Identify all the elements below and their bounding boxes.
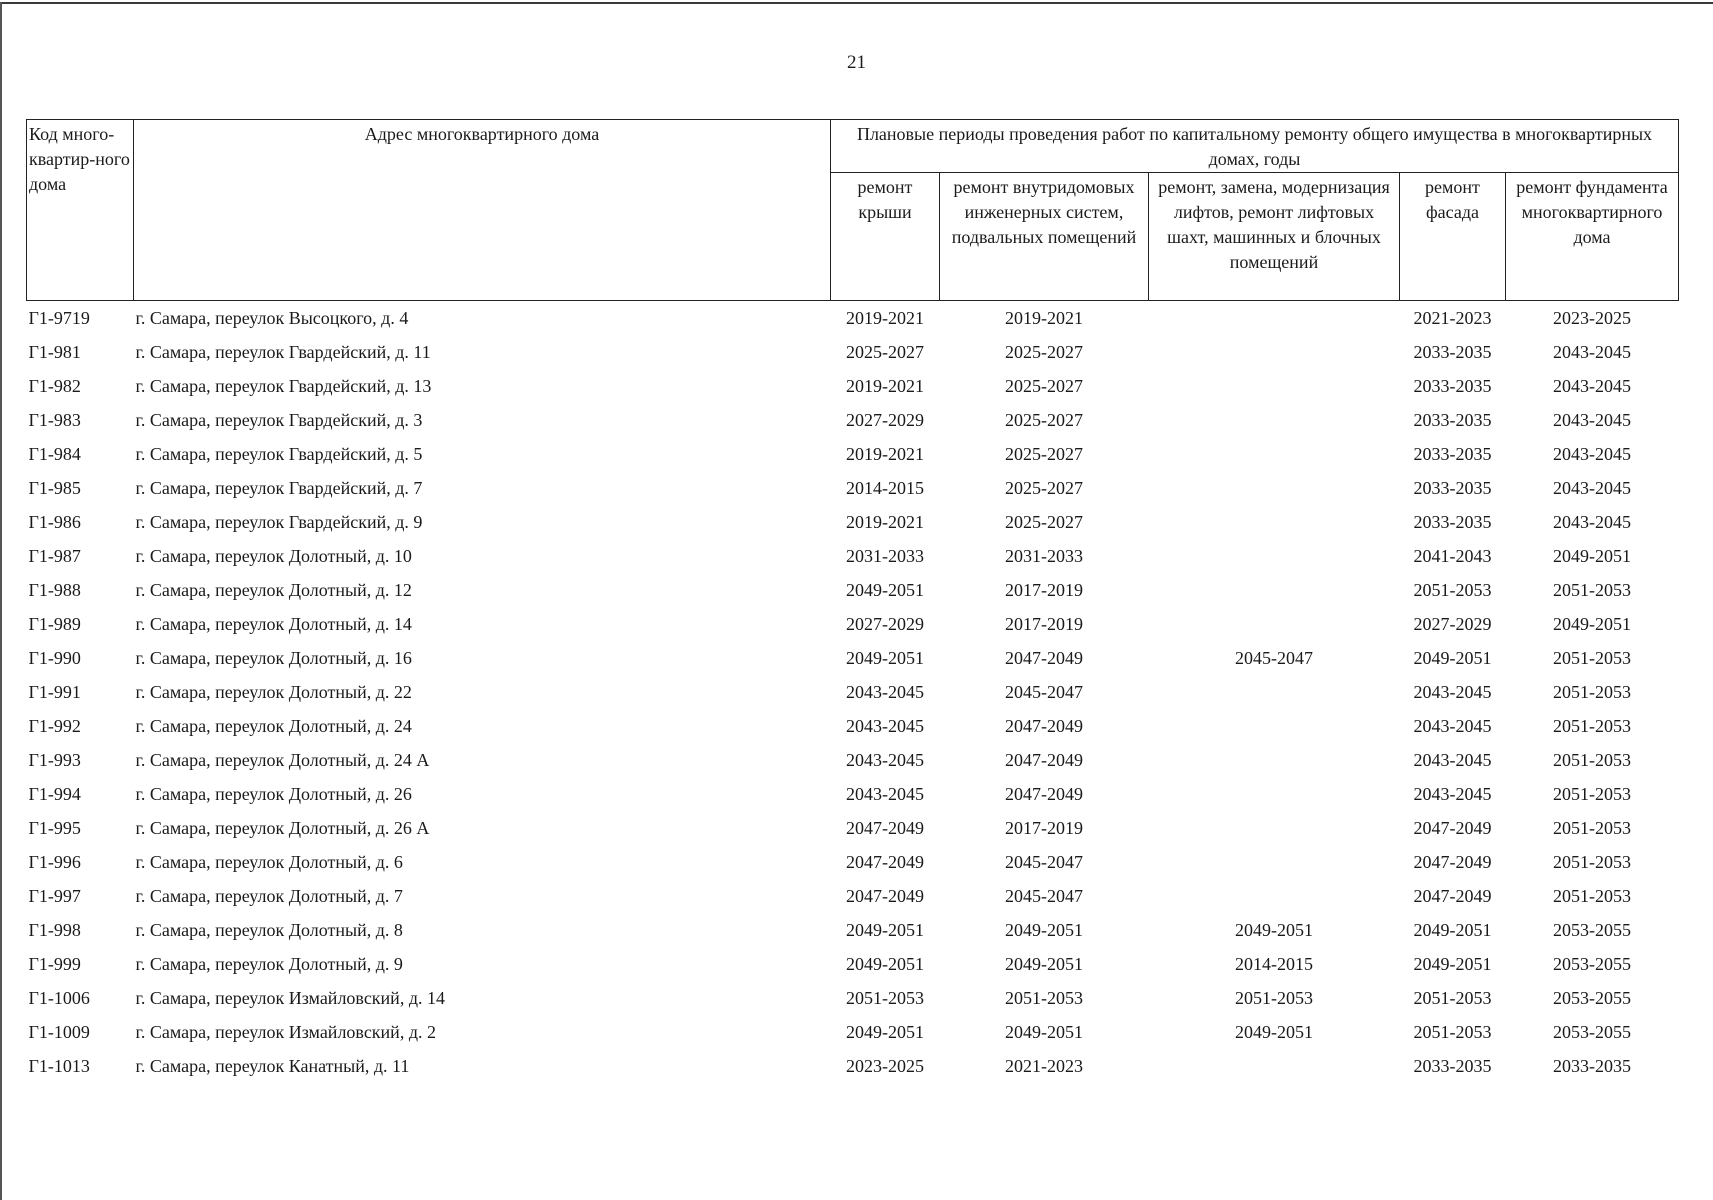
cell-foundation: 2051-2053	[1553, 852, 1631, 872]
cell-foundation: 2053-2055	[1553, 920, 1631, 940]
table-row	[27, 335, 1679, 369]
repair-schedule-table	[26, 119, 1679, 1083]
table-row	[27, 471, 1679, 505]
cell-facade: 2051-2053	[1413, 988, 1492, 1008]
cell-facade: 2051-2053	[1413, 580, 1492, 600]
cell-facade: 2027-2029	[1413, 614, 1492, 634]
table-row	[27, 505, 1679, 539]
cell-roof: 2031-2033	[846, 546, 924, 566]
cell-foundation: 2049-2051	[1553, 614, 1631, 634]
cell-code: Г1-1013	[28, 1056, 90, 1076]
table-row	[27, 437, 1679, 471]
table-row	[27, 301, 1679, 336]
cell-elevators	[1149, 607, 1400, 641]
cell-engineering-systems: 2049-2051	[1005, 920, 1083, 940]
cell-engineering-systems: 2047-2049	[1005, 716, 1083, 736]
cell-engineering-systems: 2045-2047	[1005, 682, 1083, 702]
cell-foundation: 2043-2045	[1553, 342, 1631, 362]
header-foundation: ремонт фундамента многоквартирного дома	[1506, 173, 1679, 301]
cell-engineering-systems: 2025-2027	[1005, 512, 1083, 532]
cell-engineering-systems: 2025-2027	[1005, 410, 1083, 430]
cell-engineering-systems: 2017-2019	[1005, 580, 1083, 600]
cell-foundation: 2043-2045	[1553, 410, 1631, 430]
cell-code: Г1-990	[28, 648, 81, 668]
cell-foundation: 2051-2053	[1553, 818, 1631, 838]
cell-facade: 2033-2035	[1413, 410, 1492, 430]
cell-address: г. Самара, переулок Гвардейский, д. 7	[135, 478, 423, 498]
cell-foundation: 2053-2055	[1553, 988, 1631, 1008]
header-address: Адрес многоквартирного дома	[134, 120, 831, 301]
cell-elevators	[1149, 335, 1400, 369]
cell-roof: 2027-2029	[846, 410, 924, 430]
cell-facade: 2041-2043	[1413, 546, 1492, 566]
scan-edge-left	[0, 2, 2, 1200]
cell-code: Г1-983	[28, 410, 81, 430]
table-row	[27, 913, 1679, 947]
header-elevators: ремонт, замена, модернизация лифтов, ремонт лифтовых шахт, машинных и блочных помещений	[1149, 173, 1400, 301]
cell-elevators	[1149, 709, 1400, 743]
cell-elevators	[1149, 471, 1400, 505]
table-row	[27, 539, 1679, 573]
cell-roof: 2047-2049	[846, 852, 924, 872]
cell-code: Г1-991	[28, 682, 81, 702]
table-row	[27, 743, 1679, 777]
cell-foundation: 2051-2053	[1553, 580, 1631, 600]
cell-address: г. Самара, переулок Долотный, д. 7	[135, 886, 403, 906]
table-row	[27, 981, 1679, 1015]
cell-foundation: 2033-2035	[1553, 1056, 1631, 1076]
table-row	[27, 675, 1679, 709]
cell-roof: 2023-2025	[846, 1056, 924, 1076]
cell-engineering-systems: 2047-2049	[1005, 648, 1083, 668]
cell-address: г. Самара, переулок Гвардейский, д. 5	[135, 444, 423, 464]
cell-facade: 2047-2049	[1413, 852, 1492, 872]
table-row	[27, 1015, 1679, 1049]
cell-elevators: 2014-2015	[1235, 954, 1313, 974]
cell-foundation: 2043-2045	[1553, 512, 1631, 532]
cell-facade: 2033-2035	[1413, 512, 1492, 532]
cell-elevators	[1149, 675, 1400, 709]
cell-engineering-systems: 2025-2027	[1005, 376, 1083, 396]
cell-address: г. Самара, переулок Долотный, д. 14	[135, 614, 412, 634]
cell-facade: 2033-2035	[1413, 478, 1492, 498]
cell-foundation: 2053-2055	[1553, 954, 1631, 974]
page-number: 21	[847, 52, 866, 73]
cell-elevators	[1149, 573, 1400, 607]
cell-address: г. Самара, переулок Высоцкого, д. 4	[135, 308, 409, 328]
cell-elevators	[1149, 369, 1400, 403]
cell-address: г. Самара, переулок Долотный, д. 9	[135, 954, 403, 974]
cell-foundation: 2043-2045	[1553, 478, 1631, 498]
cell-elevators: 2049-2051	[1235, 920, 1313, 940]
cell-elevators	[1149, 811, 1400, 845]
cell-code: Г1-981	[28, 342, 81, 362]
cell-address: г. Самара, переулок Долотный, д. 26	[135, 784, 412, 804]
cell-roof: 2049-2051	[846, 954, 924, 974]
cell-elevators	[1149, 1049, 1400, 1083]
cell-foundation: 2049-2051	[1553, 546, 1631, 566]
cell-facade: 2043-2045	[1413, 716, 1492, 736]
cell-elevators	[1149, 777, 1400, 811]
cell-roof: 2027-2029	[846, 614, 924, 634]
cell-foundation: 2051-2053	[1553, 682, 1631, 702]
cell-roof: 2043-2045	[846, 716, 924, 736]
cell-roof: 2019-2021	[846, 512, 924, 532]
cell-facade: 2049-2051	[1413, 648, 1492, 668]
cell-engineering-systems: 2019-2021	[1005, 308, 1083, 328]
scan-edge-top	[0, 2, 1713, 4]
cell-engineering-systems: 2045-2047	[1005, 852, 1083, 872]
cell-address: г. Самара, переулок Измайловский, д. 2	[135, 1022, 436, 1042]
cell-code: Г1-993	[28, 750, 81, 770]
table-row	[27, 641, 1679, 675]
cell-facade: 2043-2045	[1413, 750, 1492, 770]
cell-engineering-systems: 2051-2053	[1005, 988, 1083, 1008]
cell-foundation: 2043-2045	[1553, 444, 1631, 464]
cell-address: г. Самара, переулок Долотный, д. 22	[135, 682, 412, 702]
cell-code: Г1-987	[28, 546, 81, 566]
cell-facade: 2043-2045	[1413, 784, 1492, 804]
table-row	[27, 573, 1679, 607]
cell-facade: 2021-2023	[1413, 308, 1492, 328]
cell-elevators: 2045-2047	[1235, 648, 1313, 668]
cell-roof: 2047-2049	[846, 886, 924, 906]
cell-elevators	[1149, 437, 1400, 471]
cell-address: г. Самара, переулок Канатный, д. 11	[135, 1056, 410, 1076]
cell-code: Г1-996	[28, 852, 81, 872]
cell-engineering-systems: 2025-2027	[1005, 478, 1083, 498]
cell-address: г. Самара, переулок Гвардейский, д. 11	[135, 342, 431, 362]
cell-elevators	[1149, 301, 1400, 336]
cell-code: Г1-997	[28, 886, 81, 906]
cell-address: г. Самара, переулок Долотный, д. 16	[135, 648, 412, 668]
cell-address: г. Самара, переулок Гвардейский, д. 9	[135, 512, 423, 532]
table-row	[27, 777, 1679, 811]
cell-engineering-systems: 2047-2049	[1005, 784, 1083, 804]
cell-roof: 2043-2045	[846, 682, 924, 702]
cell-address: г. Самара, переулок Долотный, д. 12	[135, 580, 412, 600]
cell-roof: 2019-2021	[846, 308, 924, 328]
cell-roof: 2049-2051	[846, 648, 924, 668]
cell-engineering-systems: 2021-2023	[1005, 1056, 1083, 1076]
cell-elevators	[1149, 845, 1400, 879]
cell-engineering-systems: 2025-2027	[1005, 342, 1083, 362]
cell-roof: 2043-2045	[846, 784, 924, 804]
cell-facade: 2033-2035	[1413, 444, 1492, 464]
cell-facade: 2033-2035	[1413, 376, 1492, 396]
cell-code: Г1-986	[28, 512, 81, 532]
cell-address: г. Самара, переулок Долотный, д. 10	[135, 546, 412, 566]
cell-elevators	[1149, 879, 1400, 913]
cell-code: Г1-989	[28, 614, 81, 634]
cell-code: Г1-984	[28, 444, 81, 464]
cell-foundation: 2051-2053	[1553, 716, 1631, 736]
cell-elevators	[1149, 403, 1400, 437]
cell-address: г. Самара, переулок Гвардейский, д. 3	[135, 410, 423, 430]
cell-code: Г1-9719	[28, 308, 90, 328]
cell-foundation: 2023-2025	[1553, 308, 1631, 328]
cell-facade: 2049-2051	[1413, 954, 1492, 974]
cell-engineering-systems: 2049-2051	[1005, 954, 1083, 974]
cell-code: Г1-988	[28, 580, 81, 600]
cell-elevators: 2051-2053	[1235, 988, 1313, 1008]
cell-roof: 2049-2051	[846, 1022, 924, 1042]
cell-address: г. Самара, переулок Долотный, д. 24 А	[135, 750, 430, 770]
cell-roof: 2049-2051	[846, 580, 924, 600]
cell-engineering-systems: 2031-2033	[1005, 546, 1083, 566]
cell-facade: 2033-2035	[1413, 1056, 1492, 1076]
cell-facade: 2033-2035	[1413, 342, 1492, 362]
table-row	[27, 607, 1679, 641]
table-header	[27, 120, 1679, 301]
cell-elevators: 2049-2051	[1235, 1022, 1313, 1042]
cell-foundation: 2051-2053	[1553, 648, 1631, 668]
cell-engineering-systems: 2025-2027	[1005, 444, 1083, 464]
cell-roof: 2047-2049	[846, 818, 924, 838]
cell-code: Г1-1009	[28, 1022, 90, 1042]
cell-address: г. Самара, переулок Долотный, д. 24	[135, 716, 412, 736]
cell-facade: 2047-2049	[1413, 818, 1492, 838]
header-planned-periods: Плановые периоды проведения работ по капитальному ремонту общего имущества в многоквартирных домах, годы	[831, 120, 1679, 173]
cell-address: г. Самара, переулок Гвардейский, д. 13	[135, 376, 432, 396]
cell-code: Г1-985	[28, 478, 81, 498]
table-row	[27, 947, 1679, 981]
cell-foundation: 2051-2053	[1553, 784, 1631, 804]
cell-code: Г1-1006	[28, 988, 90, 1008]
cell-address: г. Самара, переулок Измайловский, д. 14	[135, 988, 445, 1008]
header-roof: ремонт крыши	[831, 173, 940, 301]
cell-engineering-systems: 2017-2019	[1005, 818, 1083, 838]
cell-code: Г1-992	[28, 716, 81, 736]
cell-elevators	[1149, 743, 1400, 777]
cell-roof: 2049-2051	[846, 920, 924, 940]
cell-engineering-systems: 2049-2051	[1005, 1022, 1083, 1042]
cell-foundation: 2051-2053	[1553, 750, 1631, 770]
table-row	[27, 369, 1679, 403]
table-row	[27, 845, 1679, 879]
cell-foundation: 2051-2053	[1553, 886, 1631, 906]
cell-roof: 2051-2053	[846, 988, 924, 1008]
cell-address: г. Самара, переулок Долотный, д. 6	[135, 852, 403, 872]
cell-roof: 2014-2015	[846, 478, 924, 498]
cell-address: г. Самара, переулок Долотный, д. 8	[135, 920, 403, 940]
cell-facade: 2047-2049	[1413, 886, 1492, 906]
table-row	[27, 1049, 1679, 1083]
table-body	[27, 301, 1679, 1084]
table-row	[27, 811, 1679, 845]
table-row	[27, 709, 1679, 743]
cell-facade: 2051-2053	[1413, 1022, 1492, 1042]
header-engineering-systems: ремонт внутридомовых инженерных систем, подвальных помещений	[940, 173, 1149, 301]
cell-code: Г1-995	[28, 818, 81, 838]
cell-elevators	[1149, 505, 1400, 539]
header-code: Код много-квартир-ного дома	[27, 120, 134, 301]
table-row	[27, 879, 1679, 913]
table-row	[27, 403, 1679, 437]
cell-code: Г1-998	[28, 920, 81, 940]
cell-engineering-systems: 2047-2049	[1005, 750, 1083, 770]
cell-roof: 2019-2021	[846, 376, 924, 396]
cell-roof: 2025-2027	[846, 342, 924, 362]
cell-code: Г1-994	[28, 784, 81, 804]
cell-roof: 2019-2021	[846, 444, 924, 464]
cell-foundation: 2053-2055	[1553, 1022, 1631, 1042]
cell-code: Г1-982	[28, 376, 81, 396]
cell-engineering-systems: 2045-2047	[1005, 886, 1083, 906]
cell-facade: 2049-2051	[1413, 920, 1492, 940]
cell-facade: 2043-2045	[1413, 682, 1492, 702]
header-facade: ремонт фасада	[1400, 173, 1506, 301]
cell-roof: 2043-2045	[846, 750, 924, 770]
cell-code: Г1-999	[28, 954, 81, 974]
cell-engineering-systems: 2017-2019	[1005, 614, 1083, 634]
cell-foundation: 2043-2045	[1553, 376, 1631, 396]
cell-elevators	[1149, 539, 1400, 573]
cell-address: г. Самара, переулок Долотный, д. 26 А	[135, 818, 430, 838]
